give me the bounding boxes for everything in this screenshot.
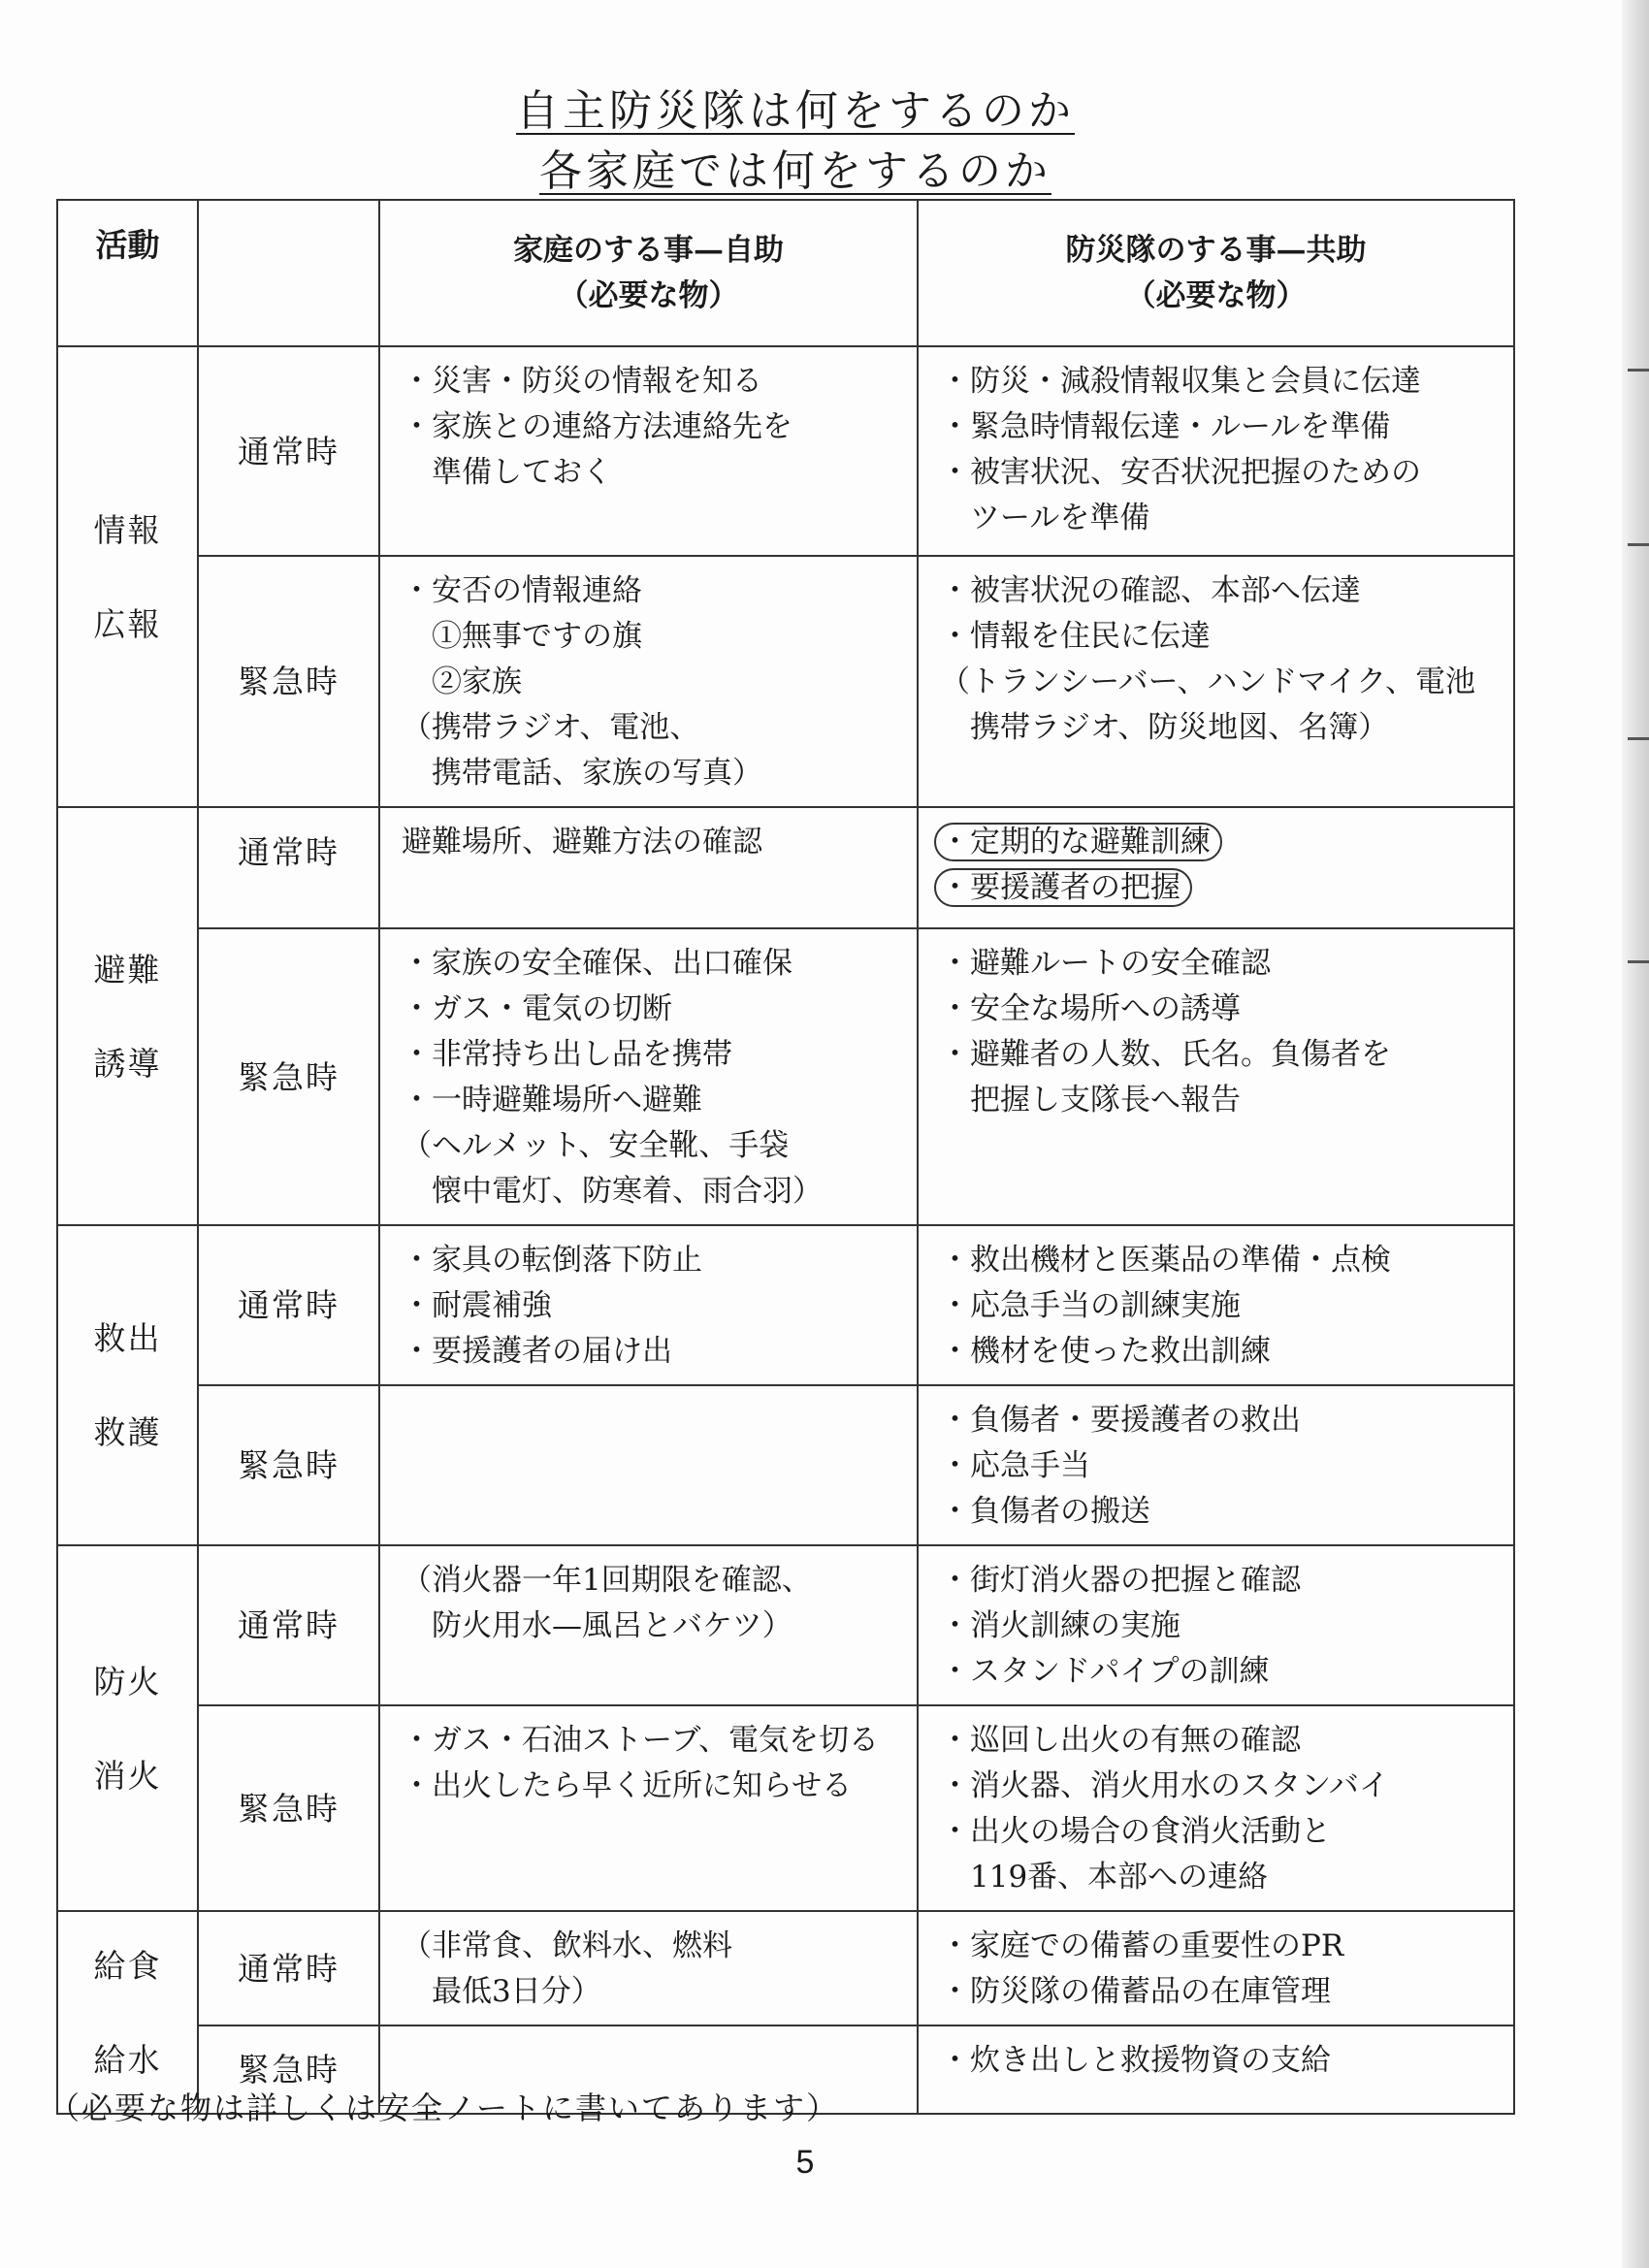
home-duty-item: [402, 705, 905, 751]
home-duty-item: [402, 1123, 905, 1169]
duty-text: ・被害状況の確認、本部へ伝達: [940, 573, 1361, 608]
activity-label: 給食: [93, 1946, 162, 1985]
squad-duties-cell: [918, 2025, 1514, 2114]
duty-text: ②家族: [402, 664, 522, 699]
squad-duty-item: [940, 1558, 1502, 1604]
scan-mark: [1628, 737, 1649, 740]
squad-duty-item: [940, 705, 1502, 751]
activity-label: 救護: [93, 1413, 162, 1451]
home-duty-item: [402, 1169, 905, 1215]
squad-duty-item: [940, 1443, 1502, 1489]
squad-duty-item: [940, 1078, 1502, 1123]
duty-text: ・緊急時情報伝達・ルールを準備: [940, 409, 1391, 444]
header-squad: [918, 200, 1514, 346]
home-duties-cell: [379, 1545, 918, 1705]
duty-text: 把握し支隊長へ報告: [940, 1083, 1241, 1118]
time-label: 通常時: [198, 807, 379, 928]
home-duty-item: [402, 1283, 905, 1329]
time-label: 通常時: [198, 1545, 379, 1705]
time-label: 緊急時: [198, 928, 379, 1225]
squad-duty-item: [940, 1238, 1502, 1283]
header-home-sub: （必要な物）: [558, 277, 739, 313]
home-duties-cell: [379, 1911, 918, 2025]
duty-text: ・被害状況、安否状況把握のための: [940, 455, 1421, 490]
duty-text: 懐中電灯、防寒着、雨合羽）: [402, 1174, 823, 1209]
table-row: [57, 1705, 1514, 1911]
table-header-row: [57, 200, 1514, 346]
home-duties-cell: [379, 807, 918, 928]
duty-text: ①無事ですの旗: [402, 619, 642, 654]
duty-text: ・家具の転倒落下防止: [402, 1243, 702, 1278]
duty-text: ・巡回し出火の有無の確認: [940, 1723, 1301, 1758]
duty-text: 準備しておく: [402, 455, 612, 490]
time-label: 通常時: [198, 346, 379, 556]
squad-duty-item: [940, 1764, 1502, 1809]
squad-duties-cell: [918, 807, 1514, 928]
squad-duties-cell: [918, 1225, 1514, 1385]
duty-text: ・消火訓練の実施: [940, 1608, 1180, 1643]
squad-duty-item: [940, 1489, 1502, 1535]
activity-label: 防火: [93, 1662, 162, 1701]
duty-text: 携帯電話、家族の写真）: [402, 756, 762, 791]
activity-label: 消火: [93, 1756, 162, 1795]
squad-duty-item: [940, 568, 1502, 614]
roles-table: [56, 199, 1515, 2115]
scan-mark: [1628, 543, 1649, 546]
home-duty-item: [402, 1558, 905, 1604]
duty-text: （トランシーバー、ハンドマイク、電池: [940, 664, 1475, 699]
activity-cell: [57, 1225, 198, 1545]
squad-duty-item: [940, 496, 1502, 541]
duty-text: ・一時避難場所へ避難: [402, 1083, 702, 1118]
footnote: （必要な物は詳しくは安全ノートに書いてあります）: [48, 2090, 840, 2126]
squad-duty-item: [940, 1329, 1502, 1375]
duty-text: ・スタンドパイプの訓練: [940, 1654, 1270, 1689]
home-duty-item: [402, 1238, 905, 1283]
squad-duty-item: [940, 987, 1502, 1032]
duty-text: ・情報を住民に伝達: [940, 619, 1211, 654]
squad-duty-item: [940, 450, 1502, 496]
duty-text: ・避難者の人数、氏名。負傷者を: [940, 1037, 1391, 1072]
table-row: [57, 346, 1514, 556]
scan-edge-shadow: [1622, 0, 1649, 2268]
header-home: [379, 200, 918, 346]
squad-duty-item: [940, 820, 1502, 865]
time-label: 通常時: [198, 1225, 379, 1385]
table-row: [57, 1545, 1514, 1705]
home-duty-item: [402, 1329, 905, 1375]
home-duty-item: [402, 359, 905, 405]
duty-text: ・出火したら早く近所に知らせる: [402, 1768, 853, 1803]
duty-text: ・消火器、消火用水のスタンバイ: [940, 1768, 1389, 1803]
duty-text: ・家族との連絡方法連絡先を: [402, 409, 792, 444]
duty-text: ・定期的な避難訓練: [934, 823, 1222, 861]
squad-duty-item: [940, 1398, 1502, 1443]
home-duty-item: [402, 1604, 905, 1649]
squad-duty-item: [940, 1855, 1502, 1900]
scan-mark: [1628, 369, 1649, 372]
activity-cell: [57, 346, 198, 807]
duty-text: ・災害・防災の情報を知る: [402, 364, 762, 399]
duty-text: ・負傷者・要援護者の救出: [940, 1403, 1301, 1438]
squad-duty-item: [940, 1969, 1502, 2015]
home-duties-cell: [379, 928, 918, 1225]
table-row: [57, 928, 1514, 1225]
duty-text: ・出火の場合の食消火活動と: [940, 1814, 1331, 1849]
duty-text: 119番、本部への連絡: [940, 1860, 1269, 1895]
activity-label: 給水: [93, 2040, 162, 2079]
page-subtitle: 各家庭では何をするのか: [539, 146, 1051, 196]
activity-label: 誘導: [93, 1044, 162, 1083]
duty-text: ・安全な場所への誘導: [940, 991, 1241, 1026]
table-row: [57, 1225, 1514, 1385]
duty-text: ・避難ルートの安全確認: [940, 946, 1271, 981]
home-duties-cell: [379, 1225, 918, 1385]
duty-text: ・ガス・電気の切断: [402, 991, 672, 1026]
squad-duty-item: [940, 660, 1502, 705]
duty-text: ・家庭での備蓄の重要性のPR: [940, 1928, 1344, 1963]
home-duty-item: [402, 568, 905, 614]
squad-duty-item: [940, 1283, 1502, 1329]
time-label: 通常時: [198, 1911, 379, 2025]
duty-text: （携帯ラジオ、電池、: [402, 710, 700, 745]
duty-text: ・家族の安全確保、出口確保: [402, 946, 792, 981]
activity-cell: [57, 807, 198, 1225]
time-label: 緊急時: [198, 1705, 379, 1911]
home-duties-cell: [379, 1705, 918, 1911]
home-duty-item: [402, 1969, 905, 2015]
duty-text: ・機材を使った救出訓練: [940, 1334, 1271, 1369]
time-label: 緊急時: [198, 556, 379, 807]
duty-text: ・負傷者の搬送: [940, 1494, 1150, 1529]
squad-duties-cell: [918, 556, 1514, 807]
header-squad-title: 防災隊のする事—共助: [1065, 232, 1367, 268]
duty-text: 最低3日分）: [402, 1974, 601, 2009]
duty-text: （ヘルメット、安全靴、手袋: [402, 1128, 790, 1163]
duty-text: ・防災隊の備蓄品の在庫管理: [940, 1974, 1331, 2009]
home-duty-item: [402, 820, 905, 865]
home-duties-cell: [379, 556, 918, 807]
squad-duty-item: [940, 1809, 1502, 1855]
home-duty-item: [402, 1078, 905, 1123]
table-row: [57, 1911, 1514, 2025]
duty-text: ・街灯消火器の把握と確認: [940, 1563, 1301, 1598]
duty-text: （非常食、飲料水、燃料: [402, 1928, 732, 1963]
time-label: 緊急時: [198, 1385, 379, 1545]
page-number: 5: [795, 2144, 815, 2181]
home-duties-cell: [379, 346, 918, 556]
squad-duty-item: [940, 1649, 1502, 1695]
table-body: [57, 346, 1514, 2114]
activity-label: 救出: [93, 1319, 162, 1357]
header-home-title: 家庭のする事—自助: [513, 232, 784, 268]
duty-text: 避難場所、避難方法の確認: [402, 825, 762, 859]
activity-cell: [57, 1545, 198, 1911]
duty-text: ・炊き出しと救援物資の支給: [940, 2043, 1331, 2078]
duty-text: （消火器一年1回期限を確認、: [402, 1563, 812, 1598]
duty-text: ・防災・減殺情報収集と会員に伝達: [940, 364, 1421, 399]
duty-text: ・安否の情報連絡: [402, 573, 642, 608]
home-duties-cell: [379, 1385, 918, 1545]
squad-duty-item: [940, 1924, 1502, 1969]
header-blank: [198, 200, 379, 346]
duty-text: ・非常持ち出し品を携帯: [402, 1037, 732, 1072]
squad-duty-item: [940, 1604, 1502, 1649]
duty-text: ・ガス・石油ストーブ、電気を切る: [402, 1723, 879, 1758]
squad-duty-item: [940, 1718, 1502, 1764]
squad-duties-cell: [918, 1705, 1514, 1911]
time-label: 緊急時: [198, 2025, 379, 2114]
table-row: [57, 807, 1514, 928]
home-duty-item: [402, 751, 905, 796]
activity-label: 広報: [93, 604, 162, 643]
duty-text: ・救出機材と医薬品の準備・点検: [940, 1243, 1391, 1278]
squad-duty-item: [940, 2038, 1502, 2084]
squad-duty-item: [940, 941, 1502, 987]
squad-duty-item: [940, 865, 1502, 911]
duty-text: 防火用水—風呂とバケツ）: [402, 1608, 792, 1643]
squad-duties-cell: [918, 928, 1514, 1225]
squad-duty-item: [940, 359, 1502, 405]
page-title: 自主防災隊は何をするのか: [516, 86, 1075, 136]
home-duty-item: [402, 1032, 905, 1078]
scan-mark: [1628, 960, 1649, 963]
home-duty-item: [402, 405, 905, 450]
duty-text: ・応急手当: [940, 1448, 1090, 1483]
home-duty-item: [402, 450, 905, 496]
home-duty-item: [402, 987, 905, 1032]
squad-duty-item: [940, 1032, 1502, 1078]
home-duty-item: [402, 660, 905, 705]
activity-label: 情報: [93, 510, 162, 549]
duty-text: 携帯ラジオ、防災地図、名簿）: [940, 710, 1389, 745]
duty-text: ・要援護者の把握: [934, 868, 1192, 907]
duty-text: ・応急手当の訓練実施: [940, 1288, 1241, 1323]
header-activity: 活動: [57, 200, 198, 346]
squad-duties-cell: [918, 1385, 1514, 1545]
home-duty-item: [402, 1924, 905, 1969]
home-duty-item: [402, 941, 905, 987]
duty-text: ツールを準備: [940, 501, 1150, 535]
table-row: [57, 1385, 1514, 1545]
duty-text: ・耐震補強: [402, 1288, 552, 1323]
activity-label: 避難: [93, 950, 162, 988]
duty-text: ・要援護者の届け出: [402, 1334, 672, 1369]
home-duty-item: [402, 614, 905, 660]
home-duty-item: [402, 1764, 905, 1809]
home-duty-item: [402, 1718, 905, 1764]
squad-duties-cell: [918, 1545, 1514, 1705]
squad-duty-item: [940, 614, 1502, 660]
header-squad-sub: （必要な物）: [1125, 277, 1307, 313]
squad-duties-cell: [918, 1911, 1514, 2025]
table-row: [57, 556, 1514, 807]
squad-duty-item: [940, 405, 1502, 450]
squad-duties-cell: [918, 346, 1514, 556]
